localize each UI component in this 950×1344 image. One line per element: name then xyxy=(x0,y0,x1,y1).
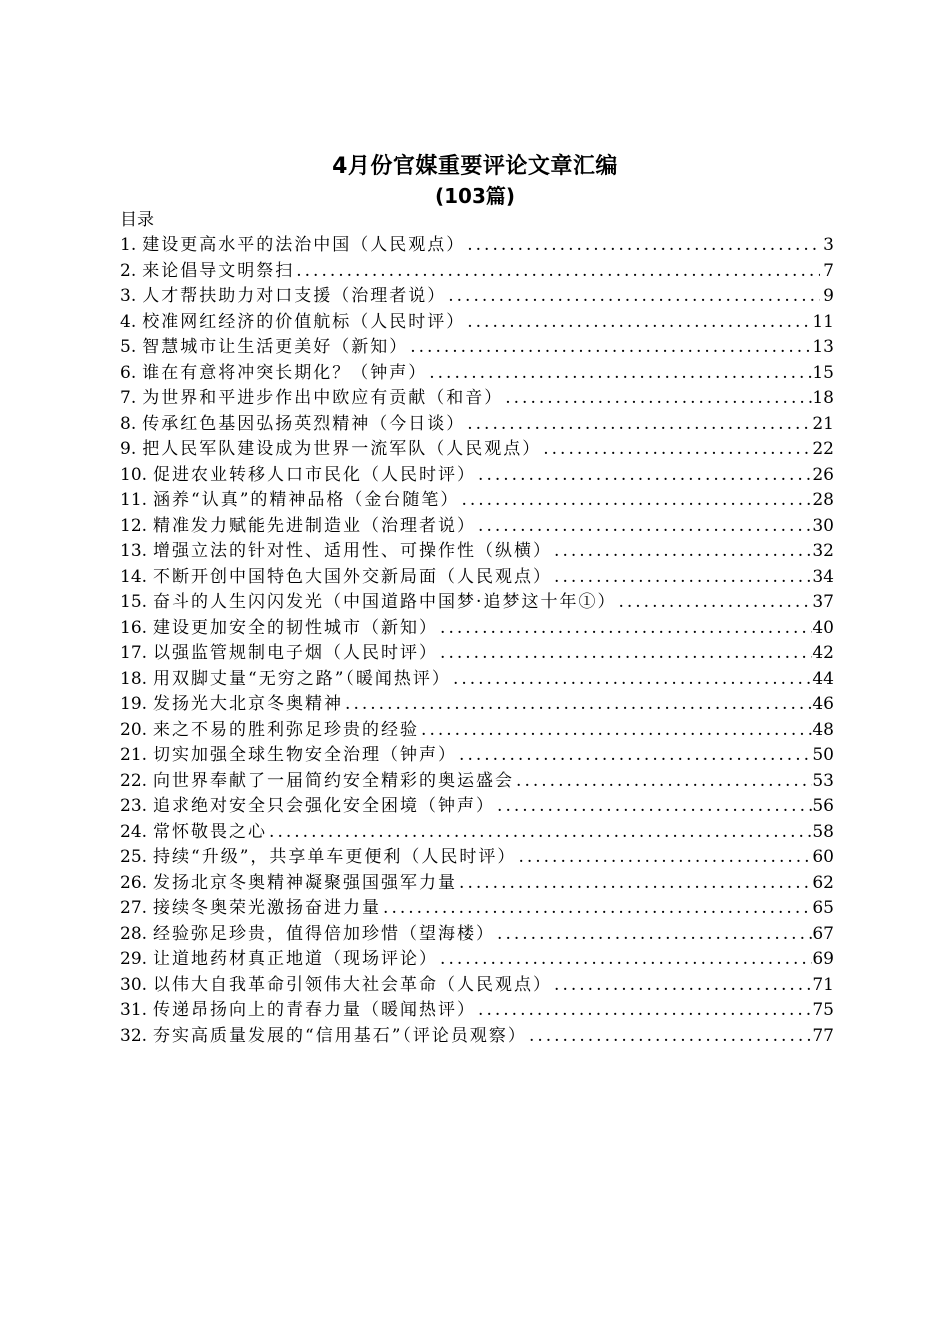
toc-entry-page: 32 xyxy=(812,541,834,561)
toc-entry-title: 传递昂扬向上的青春力量（暖闻热评） xyxy=(153,1000,477,1020)
toc-entry-title: 用双脚丈量“无穷之路”（暖闻热评） xyxy=(153,668,451,689)
toc-entry[interactable] xyxy=(120,641,834,667)
toc-entry-page: 34 xyxy=(812,566,834,587)
toc-entry[interactable] xyxy=(120,616,834,642)
toc-entry-title: 发扬光大北京冬奥精神 xyxy=(153,694,344,714)
toc-entry-number: 1. xyxy=(120,235,137,255)
toc-dot-leader xyxy=(427,361,812,387)
toc-entry[interactable] xyxy=(120,1024,834,1050)
toc-entry-page: 26 xyxy=(812,464,834,485)
toc-entry-title: 精准发力赋能先进制造业（治理者说） xyxy=(153,515,477,536)
toc-entry-page: 22 xyxy=(812,439,834,459)
toc-entry-page: 15 xyxy=(812,362,834,383)
toc-dot-leader xyxy=(552,539,812,565)
toc-entry-title: 人才帮扶助力对口支援（治理者说） xyxy=(142,286,447,306)
toc-dot-leader xyxy=(457,743,812,769)
toc-dot-leader xyxy=(616,590,812,616)
document-subtitle: (103篇) xyxy=(434,184,516,208)
toc-entry[interactable] xyxy=(120,488,834,514)
toc-entry-number: 10. xyxy=(120,464,148,485)
toc-entry-title: 以伟大自我革命引领伟大社会革命（人民观点） xyxy=(153,974,553,995)
toc-entry-title: 持续“升级”，共享单车更便利（人民时评） xyxy=(153,847,517,867)
toc-entry-page: 40 xyxy=(812,617,834,638)
toc-entry-title: 校准网红经济的价值航标（人民时评） xyxy=(142,311,466,332)
toc-dot-leader xyxy=(476,514,812,540)
toc-entry[interactable] xyxy=(120,998,834,1024)
toc-entry[interactable] xyxy=(120,667,834,693)
toc-dot-leader xyxy=(552,973,812,999)
toc-dot-leader xyxy=(457,871,812,897)
toc-entry[interactable] xyxy=(120,514,834,540)
toc-entry-number: 9. xyxy=(120,439,137,459)
toc-dot-leader xyxy=(438,616,812,642)
toc-dot-leader xyxy=(465,412,812,438)
toc-entry-number: 3. xyxy=(120,286,137,306)
toc-entry-number: 24. xyxy=(120,821,148,842)
toc-entry[interactable] xyxy=(120,335,834,361)
toc-dot-leader xyxy=(516,845,812,871)
toc-entry-page: 69 xyxy=(812,949,834,969)
toc-entry[interactable] xyxy=(120,437,834,463)
toc-entry[interactable] xyxy=(120,871,834,897)
toc-entry-title: 发扬北京冬奥精神凝聚强国强军力量 xyxy=(153,872,458,893)
toc-entry-title: 促进农业转移人口市民化（人民时评） xyxy=(153,464,477,485)
toc-entry-title: 建设更加安全的韧性城市（新知） xyxy=(153,617,439,638)
toc-entry-number: 16. xyxy=(120,617,148,638)
toc-dot-leader xyxy=(465,310,812,336)
toc-dot-leader xyxy=(527,1024,812,1050)
toc-entry-number: 27. xyxy=(120,898,148,918)
toc-entry-title: 奋斗的人生闪闪发光（中国道路中国梦·追梦这十年①） xyxy=(153,592,617,612)
toc-entry-number: 4. xyxy=(120,311,137,332)
toc-dot-leader xyxy=(408,335,812,361)
toc-dot-leader xyxy=(267,820,812,846)
document-title: 4月份官媒重要评论文章汇编 xyxy=(332,154,618,179)
toc-entry-title: 增强立法的针对性、适用性、可操作性（纵横） xyxy=(153,541,553,561)
toc-entry-number: 2. xyxy=(120,260,137,281)
toc-entry-title: 接续冬奥荣光激扬奋进力量 xyxy=(153,898,382,918)
toc-entry-number: 12. xyxy=(120,515,148,536)
toc-dot-leader xyxy=(465,233,820,259)
toc-entry[interactable] xyxy=(120,233,834,259)
toc-entry-title: 传承红色基因弘扬英烈精神（今日谈） xyxy=(142,413,466,434)
toc-list xyxy=(120,233,834,1049)
toc-entry[interactable] xyxy=(120,361,834,387)
toc-entry-title: 追求绝对安全只会强化安全困境（钟声） xyxy=(153,796,496,816)
toc-entry[interactable] xyxy=(120,973,834,999)
toc-entry-title: 常怀敬畏之心 xyxy=(153,821,268,842)
toc-entry-page: 28 xyxy=(812,490,834,510)
toc-entry-page: 75 xyxy=(812,1000,834,1020)
toc-entry-title: 来之不易的胜利弥足珍贵的经验 xyxy=(153,719,420,740)
toc-entry-number: 17. xyxy=(120,643,148,663)
toc-entry-page: 18 xyxy=(812,388,834,408)
toc-entry-page: 77 xyxy=(812,1025,834,1046)
toc-entry[interactable] xyxy=(120,386,834,412)
toc-entry-page: 42 xyxy=(812,643,834,663)
toc-entry-number: 15. xyxy=(120,592,148,612)
toc-entry-number: 30. xyxy=(120,974,148,995)
toc-entry-page: 62 xyxy=(812,872,834,893)
toc-dot-leader xyxy=(503,386,812,412)
toc-entry-number: 25. xyxy=(120,847,148,867)
toc-dot-leader xyxy=(495,922,812,948)
toc-entry-number: 28. xyxy=(120,923,148,944)
toc-entry-page: 53 xyxy=(812,770,834,791)
toc-entry-number: 32. xyxy=(120,1025,148,1046)
toc-entry-number: 13. xyxy=(120,541,148,561)
toc-entry-title: 智慧城市让生活更美好（新知） xyxy=(142,337,409,357)
toc-entry[interactable] xyxy=(120,769,834,795)
toc-entry-number: 5. xyxy=(120,337,137,357)
toc-entry-title: 建设更高水平的法治中国（人民观点） xyxy=(142,235,466,255)
toc-dot-leader xyxy=(459,488,812,514)
toc-entry-page: 44 xyxy=(812,668,834,689)
toc-entry-title: 向世界奉献了一届简约安全精彩的奥运盛会 xyxy=(153,770,515,791)
toc-dot-leader xyxy=(495,794,812,820)
toc-entry-number: 7. xyxy=(120,388,137,408)
toc-entry-number: 11. xyxy=(120,490,148,510)
toc-entry-page: 46 xyxy=(812,694,834,714)
toc-entry-page: 50 xyxy=(812,745,834,765)
toc-entry-page: 71 xyxy=(812,974,834,995)
toc-entry-number: 21. xyxy=(120,745,148,765)
toc-entry[interactable] xyxy=(120,845,834,871)
toc-entry-page: 60 xyxy=(812,847,834,867)
toc-entry-number: 6. xyxy=(120,362,137,383)
toc-entry-title: 谁在有意将冲突长期化？（钟声） xyxy=(142,362,428,383)
toc-entry[interactable] xyxy=(120,743,834,769)
toc-entry-page: 9 xyxy=(823,286,834,306)
toc-entry[interactable] xyxy=(120,794,834,820)
toc-entry[interactable] xyxy=(120,922,834,948)
toc-entry[interactable] xyxy=(120,947,834,973)
toc-entry-page: 67 xyxy=(812,923,834,944)
toc-entry-title: 为世界和平进步作出中欧应有贡献（和音） xyxy=(142,388,504,408)
toc-dot-leader xyxy=(451,667,812,693)
toc-entry-title: 涵养“认真”的精神品格（金台随笔） xyxy=(153,490,460,510)
toc-entry[interactable] xyxy=(120,896,834,922)
toc-entry-number: 23. xyxy=(120,796,148,816)
toc-entry[interactable] xyxy=(120,259,834,285)
toc-entry-page: 11 xyxy=(812,311,834,332)
toc-entry-number: 14. xyxy=(120,566,148,587)
toc-entry-page: 58 xyxy=(812,821,834,842)
toc-entry-page: 37 xyxy=(812,592,834,612)
toc-dot-leader xyxy=(343,692,812,718)
toc-entry-page: 48 xyxy=(812,719,834,740)
toc-dot-leader xyxy=(476,463,812,489)
toc-entry[interactable] xyxy=(120,820,834,846)
toc-heading: 目录 xyxy=(120,210,154,230)
toc-entry[interactable] xyxy=(120,310,834,336)
toc-dot-leader xyxy=(438,641,812,667)
toc-entry[interactable] xyxy=(120,463,834,489)
toc-dot-leader xyxy=(419,718,812,744)
toc-entry-number: 22. xyxy=(120,770,148,791)
toc-entry-title: 把人民军队建设成为世界一流军队（人民观点） xyxy=(142,439,542,459)
toc-entry-page: 3 xyxy=(823,235,834,255)
toc-entry-title: 来论倡导文明祭扫 xyxy=(142,260,295,281)
toc-dot-leader xyxy=(552,565,812,591)
toc-entry-title: 切实加强全球生物安全治理（钟声） xyxy=(153,745,458,765)
toc-entry-title: 夯实高质量发展的“信用基石”（评论员观察） xyxy=(153,1025,527,1046)
toc-entry[interactable] xyxy=(120,565,834,591)
toc-entry-number: 8. xyxy=(120,413,137,434)
toc-entry-number: 26. xyxy=(120,872,148,893)
toc-entry-number: 19. xyxy=(120,694,148,714)
toc-entry[interactable] xyxy=(120,718,834,744)
toc-dot-leader xyxy=(514,769,812,795)
toc-entry-page: 21 xyxy=(812,413,834,434)
toc-entry-page: 7 xyxy=(823,260,834,281)
toc-entry-number: 18. xyxy=(120,668,148,689)
toc-entry[interactable] xyxy=(120,590,834,616)
toc-entry[interactable] xyxy=(120,539,834,565)
toc-dot-leader xyxy=(381,896,812,922)
toc-entry[interactable] xyxy=(120,692,834,718)
toc-entry-number: 31. xyxy=(120,1000,148,1020)
toc-entry-page: 65 xyxy=(812,898,834,918)
toc-dot-leader xyxy=(476,998,812,1024)
toc-entry-title: 以强监管规制电子烟（人民时评） xyxy=(153,643,439,663)
toc-entry-title: 让道地药材真正地道（现场评论） xyxy=(153,949,439,969)
toc-entry-number: 29. xyxy=(120,949,148,969)
title-block xyxy=(0,152,950,210)
toc-entry-number: 20. xyxy=(120,719,148,740)
toc-entry-title: 不断开创中国特色大国外交新局面（人民观点） xyxy=(153,566,553,587)
toc-entry-page: 13 xyxy=(812,337,834,357)
toc-entry[interactable] xyxy=(120,284,834,310)
toc-entry-page: 56 xyxy=(812,796,834,816)
toc-dot-leader xyxy=(446,284,820,310)
table-of-contents xyxy=(120,207,834,1049)
toc-entry-page: 30 xyxy=(812,515,834,536)
toc-dot-leader xyxy=(294,259,820,285)
toc-dot-leader xyxy=(438,947,812,973)
toc-entry[interactable] xyxy=(120,412,834,438)
toc-dot-leader xyxy=(541,437,812,463)
toc-entry-title: 经验弥足珍贵，值得倍加珍惜（望海楼） xyxy=(153,923,496,944)
